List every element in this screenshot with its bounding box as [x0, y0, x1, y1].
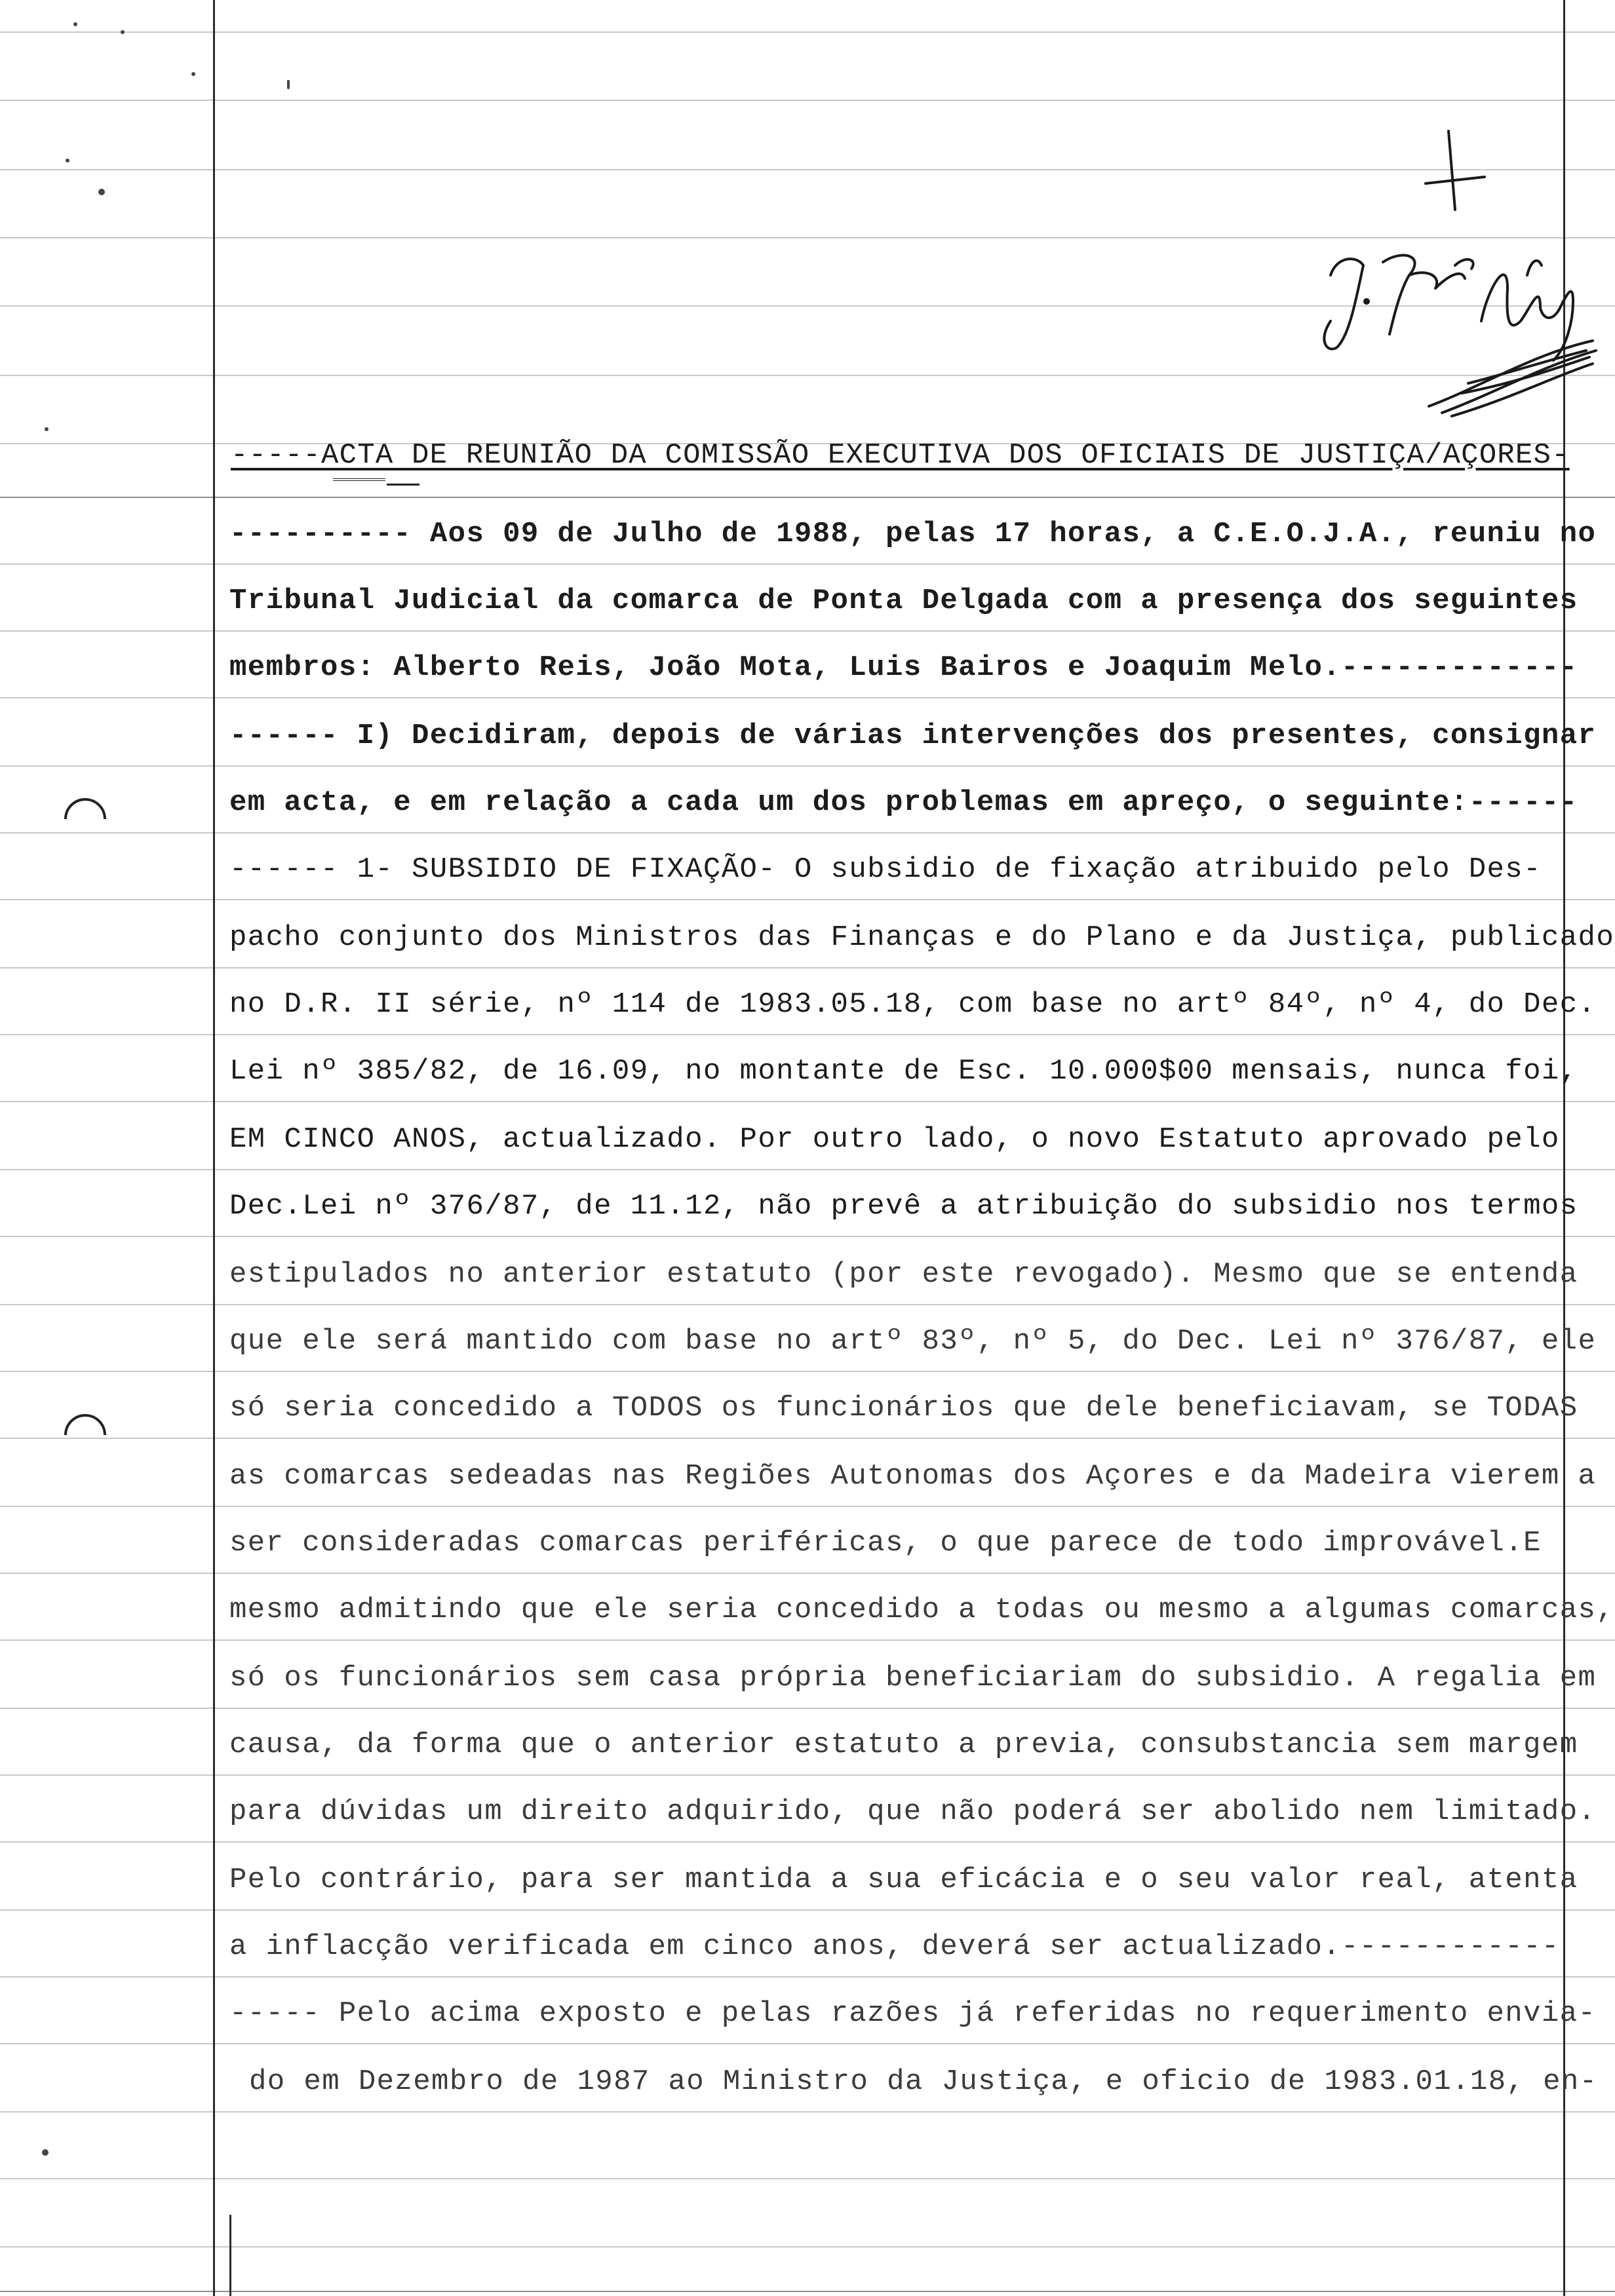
speck	[42, 2149, 49, 2156]
speck	[98, 189, 105, 195]
text-line: ser consideradas comarcas periféricas, o que parece de todo improvável.E	[229, 1527, 1542, 1559]
text-line: para dúvidas um direito adquirido, que não poderá ser abolido nem limitado.	[229, 1795, 1597, 1828]
text-line: a inflacção verificada em cinco anos, deverá ser actualizado.------------	[229, 1930, 1560, 1963]
text-line: Dec.Lei nº 376/87, de 11.12, não prevê a atribuição do subsidio nos termos	[229, 1190, 1578, 1223]
text-line: em acta, e em relação a cada um dos problemas em apreço, o seguinte:------	[229, 786, 1578, 819]
text-line: pacho conjunto dos Ministros das Finanças e do Plano e da Justiça, publicado	[229, 921, 1615, 954]
text-line: do em Dezembro de 1987 ao Ministro da Justiça, e oficio de 1983.01.18, en-	[249, 2065, 1598, 2098]
text-line: estipulados no anterior estatuto (por este revogado). Mesmo que se entenda	[229, 1258, 1578, 1291]
text-line: ---------- Aos 09 de Julho de 1988, pelas 17 horas, a C.E.O.J.A., reuniu no	[229, 518, 1597, 550]
left-margin-line	[213, 0, 215, 2296]
text-line: mesmo admitindo que ele seria concedido a todas ou mesmo a algumas comarcas,	[229, 1594, 1615, 1626]
text-line: Pelo contrário, para ser mantida a sua eficácia e o seu valor real, atenta	[229, 1864, 1578, 1896]
text-line: ------ 1- SUBSIDIO DE FIXAÇÃO- O subsidio de fixação atribuido pelo Des-	[229, 853, 1542, 886]
speck	[191, 72, 195, 76]
speck	[121, 30, 125, 34]
left-margin-line-secondary	[229, 2215, 231, 2296]
text-line: Lei nº 385/82, de 16.09, no montante de Esc. 10.000$00 mensais, nunca foi,	[229, 1055, 1578, 1088]
text-line: as comarcas sedeadas nas Regiões Autonomas dos Açores e da Madeira vierem a	[229, 1460, 1597, 1493]
text-line: membros: Alberto Reis, João Mota, Luis Bairos e Joaquim Melo.-------------	[229, 651, 1578, 684]
punch-hole-icon	[62, 790, 108, 822]
text-line: ------ I) Decidiram, depois de várias intervenções dos presentes, consignar	[229, 719, 1597, 752]
punch-hole-icon	[62, 1406, 108, 1438]
text-line: EM CINCO ANOS, actualizado. Por outro lado, o novo Estatuto aprovado pelo	[229, 1123, 1560, 1156]
handwritten-signature-icon	[1311, 124, 1599, 432]
speck	[287, 80, 290, 89]
text-line: ----- Pelo acima exposto e pelas razões já referidas no requerimento envia-	[229, 1997, 1597, 2030]
speck	[45, 427, 49, 431]
speck	[73, 22, 77, 26]
text-line: Tribunal Judicial da comarca de Ponta Delgada com a presença dos seguintes	[229, 584, 1578, 617]
speck	[66, 159, 69, 163]
text-line: causa, da forma que o anterior estatuto a previa, consubstancia sem margem	[229, 1729, 1578, 1761]
text-line: que ele será mantido com base no artº 83º, nº 5, do Dec. Lei nº 376/87, ele	[229, 1325, 1597, 1358]
title-double-underline	[333, 478, 385, 481]
text-line: só os funcionários sem casa própria beneficiariam do subsidio. A regalia em	[229, 1662, 1597, 1694]
title-underline-accent	[387, 484, 419, 486]
text-line: no D.R. II série, nº 114 de 1983.05.18, com base no artº 84º, nº 4, do Dec.	[229, 988, 1597, 1021]
document-title: -----ACTA DE REUNIÃO DA COMISSÃO EXECUTIVA DOS OFICIAIS DE JUSTIÇA/AÇORES-	[231, 439, 1570, 472]
text-line: só seria concedido a TODOS os funcionários que dele beneficiavam, se TODAS	[229, 1392, 1578, 1425]
